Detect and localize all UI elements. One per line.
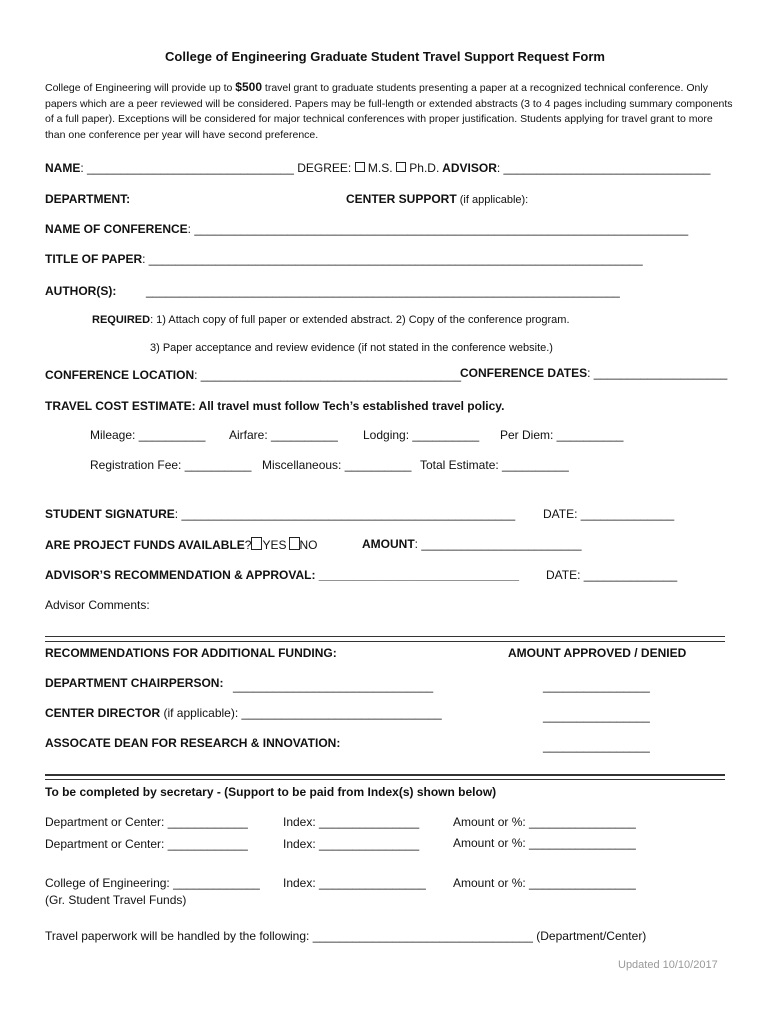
- student-signature-label: STUDENT SIGNATURE: [45, 507, 175, 521]
- advisor-recommendation[interactable]: ADVISOR’S RECOMMENDATION & APPROVAL: ______________________________: [45, 568, 519, 582]
- associate-dean-amount-field[interactable]: ________________: [543, 739, 650, 753]
- intro-pre: College of Engineering will provide up to: [45, 82, 236, 94]
- center-director-label: CENTER DIRECTOR: [45, 706, 161, 720]
- advisor-label: ADVISOR: [439, 161, 497, 175]
- conference-name-label: NAME OF CONFERENCE: [45, 222, 188, 236]
- chairperson-label: DEPARTMENT CHAIRPERSON:: [45, 676, 224, 690]
- student-signature-field[interactable]: : __________________________________________________: [174, 507, 516, 521]
- amount-percent-field-2[interactable]: Amount or %: ________________: [453, 836, 636, 850]
- yes-checkbox[interactable]: [251, 537, 262, 550]
- conference-name-field[interactable]: : __________________________________________________________________________: [187, 222, 689, 236]
- coe-subtitle: (Gr. Student Travel Funds): [45, 893, 187, 907]
- index-field-2[interactable]: Index: _______________: [283, 837, 420, 851]
- yes-label: YES: [262, 538, 287, 552]
- divider-1: [45, 636, 725, 642]
- required-line-1: [92, 313, 570, 327]
- ms-checkbox[interactable]: [355, 162, 365, 172]
- mileage-field[interactable]: Mileage: __________: [90, 428, 206, 442]
- signature-date-field[interactable]: DATE: ______________: [543, 507, 675, 521]
- paper-title-label: TITLE OF PAPER: [45, 252, 143, 266]
- name-field[interactable]: : _______________________________: [80, 161, 294, 175]
- chairperson-field[interactable]: ______________________________: [233, 679, 434, 693]
- project-funds-q: ?: [244, 538, 252, 552]
- location-field[interactable]: : _______________________________________: [194, 368, 462, 382]
- amount-percent-field-3[interactable]: Amount or %: ________________: [453, 876, 636, 890]
- location-row: [45, 368, 461, 382]
- advisor-comments-label: Advisor Comments:: [45, 598, 150, 612]
- degree-label: DEGREE:: [293, 161, 355, 175]
- center-director-field[interactable]: (if applicable): ______________________________: [160, 706, 442, 720]
- index-field-3[interactable]: Index: ________________: [283, 876, 426, 890]
- airfare-field[interactable]: Airfare: __________: [229, 428, 338, 442]
- intro-post: travel grant to graduate students presenting a paper at a recognized technical conference. Only papers which are a peer reviewed will be considered. Papers may be full-length or extended abstracts (3 to 4 pages including summary components of a full paper). Exceptions will be considered for major technical conferences with proper justification. Students applying for travel grant to more than one conference per year will have second preference.: [45, 82, 733, 141]
- form-title: College of Engineering Graduate Student Travel Support Request Form: [165, 49, 605, 64]
- dept-center-field-1[interactable]: Department or Center: ____________: [45, 815, 248, 829]
- project-funds-row: [45, 537, 318, 552]
- paperwork-line[interactable]: Travel paperwork will be handled by the following: _________________________________ (Department/Center): [45, 929, 647, 943]
- no-checkbox[interactable]: [289, 537, 300, 550]
- paper-title-row: [45, 252, 643, 266]
- advisor-field[interactable]: : _______________________________: [496, 161, 711, 175]
- required-item1: : 1) Attach copy of full paper or extended abstract. 2) Copy of the conference program.: [150, 314, 570, 326]
- dates-label: CONFERENCE DATES: [460, 366, 588, 380]
- updated-date: Updated 10/10/2017: [618, 959, 718, 971]
- per-diem-field[interactable]: Per Diem: __________: [500, 428, 624, 442]
- phd-label: Ph.D.: [405, 161, 440, 175]
- associate-dean-label: ASSOCATE DEAN FOR RESEARCH & INNOVATION:: [45, 736, 341, 750]
- amount-approved-header: AMOUNT APPROVED / DENIED: [508, 646, 687, 660]
- amount-row: [362, 537, 582, 551]
- registration-fee-field[interactable]: Registration Fee: __________: [90, 458, 252, 472]
- name-line: [45, 161, 710, 175]
- name-label: NAME: [45, 161, 81, 175]
- coe-field[interactable]: College of Engineering: _____________: [45, 876, 260, 890]
- department-label: DEPARTMENT:: [45, 192, 131, 206]
- center-support-label: CENTER SUPPORT: [346, 192, 457, 206]
- index-field-1[interactable]: Index: _______________: [283, 815, 420, 829]
- intro-amount: $500: [235, 80, 262, 94]
- conference-name-row: [45, 222, 688, 236]
- advisor-date-field[interactable]: DATE: ______________: [546, 568, 678, 582]
- phd-checkbox[interactable]: [396, 162, 406, 172]
- funding-header: RECOMMENDATIONS FOR ADDITIONAL FUNDING:: [45, 646, 337, 660]
- chairperson-amount-field[interactable]: ________________: [543, 679, 650, 693]
- total-estimate-field[interactable]: Total Estimate: __________: [420, 458, 569, 472]
- travel-cost-heading: TRAVEL COST ESTIMATE: All travel must follow Tech’s established travel policy.: [45, 399, 505, 413]
- dates-field[interactable]: : ____________________: [587, 366, 728, 380]
- center-support-note: (if applicable):: [456, 194, 529, 206]
- amount-field[interactable]: : ________________________: [414, 537, 582, 551]
- misc-field[interactable]: Miscellaneous: __________: [262, 458, 412, 472]
- center-director-row: [45, 706, 442, 720]
- required-label: REQUIRED: [92, 314, 151, 326]
- location-label: CONFERENCE LOCATION: [45, 368, 195, 382]
- amount-percent-field-1[interactable]: Amount or %: ________________: [453, 815, 636, 829]
- required-line-2: 3) Paper acceptance and review evidence (if not stated in the conference website.): [150, 342, 553, 354]
- intro-paragraph: [45, 80, 735, 143]
- lodging-field[interactable]: Lodging: __________: [363, 428, 480, 442]
- ms-label: M.S.: [364, 161, 396, 175]
- dept-center-field-2[interactable]: Department or Center: ____________: [45, 837, 248, 851]
- no-label: NO: [299, 538, 318, 552]
- secretary-header: To be completed by secretary - (Support to be paid from Index(s) shown below): [45, 785, 497, 799]
- student-signature-row: [45, 507, 515, 521]
- dates-row: [460, 366, 727, 380]
- authors-label: AUTHOR(S):: [45, 284, 117, 298]
- amount-label: AMOUNT: [362, 537, 415, 551]
- divider-2: [45, 774, 725, 780]
- project-funds-label: ARE PROJECT FUNDS AVAILABLE: [45, 538, 245, 552]
- authors-field[interactable]: _______________________________________________________________________: [146, 284, 620, 298]
- paper-title-field[interactable]: : __________________________________________________________________________: [142, 252, 643, 266]
- center-support: [346, 192, 528, 207]
- center-director-amount-field[interactable]: ________________: [543, 709, 650, 723]
